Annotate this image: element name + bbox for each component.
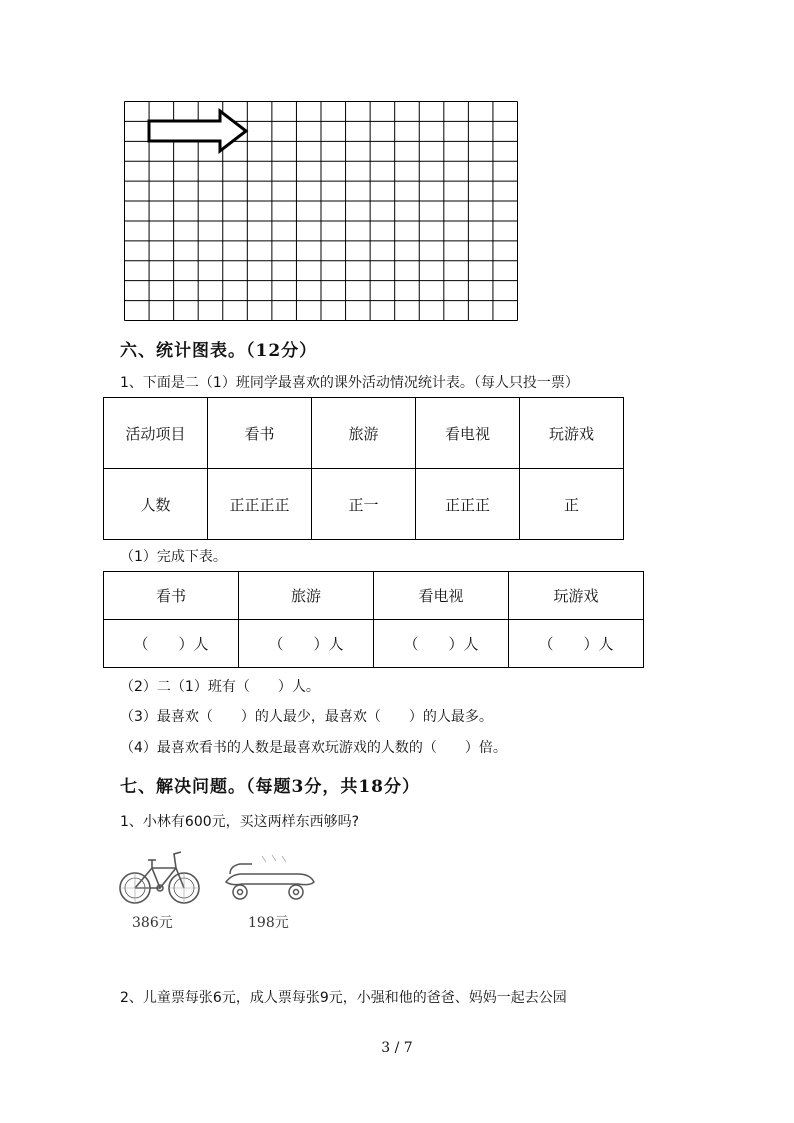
skateboard-image xyxy=(222,852,318,902)
table-cell: 人数 xyxy=(104,469,208,540)
table-cell: 正正正正 xyxy=(208,469,312,540)
table-cell: 看书 xyxy=(104,572,239,620)
question-7-1: 1、小林有600元，买这两样东西够吗? xyxy=(120,814,360,830)
table-row xyxy=(104,572,644,620)
answer-blank[interactable]: （ ）人 xyxy=(104,620,239,668)
section-6-title: 六、统计图表。（12分） xyxy=(120,341,318,361)
table-cell: 旅游 xyxy=(239,572,374,620)
drawing-grid xyxy=(124,101,518,321)
table-cell: 玩游戏 xyxy=(509,572,644,620)
question-6-1: 1、下面是二（1）班同学最喜欢的课外活动情况统计表。（每人只投一票） xyxy=(120,375,579,391)
arrow-right-shape xyxy=(149,111,246,151)
table-cell: 活动项目 xyxy=(104,398,208,469)
table-row xyxy=(104,398,624,469)
sub-question-1: （1）完成下表。 xyxy=(120,549,227,565)
page-number: 3 / 7 xyxy=(381,1040,413,1056)
answer-blank[interactable]: （ ）人 xyxy=(239,620,374,668)
table-cell: 正一 xyxy=(312,469,416,540)
table-cell: 看书 xyxy=(208,398,312,469)
grid-svg xyxy=(124,101,518,321)
section-7-title: 七、解决问题。（每题3分，共18分） xyxy=(120,777,420,797)
table-cell: 正正正 xyxy=(416,469,520,540)
table-cell: 看电视 xyxy=(374,572,509,620)
table-cell: 正 xyxy=(520,469,624,540)
table-row xyxy=(104,620,644,668)
bicycle-image xyxy=(118,846,200,908)
table-cell: 旅游 xyxy=(312,398,416,469)
table-row xyxy=(104,469,624,540)
sub-question-4: （4）最喜欢看书的人数是最喜欢玩游戏的人数的（ ）倍。 xyxy=(120,740,507,756)
bicycle-price: 386元 xyxy=(132,915,173,931)
skateboard-icon xyxy=(222,852,318,902)
answer-blank[interactable]: （ ）人 xyxy=(509,620,644,668)
sub-question-2: （2）二（1）班有（ ）人。 xyxy=(120,679,320,695)
bicycle-icon xyxy=(118,846,200,908)
question-7-2: 2、儿童票每张6元，成人票每张9元，小强和他的爸爸、妈妈一起去公园 xyxy=(120,990,567,1006)
table-cell: 看电视 xyxy=(416,398,520,469)
vote-tally-table xyxy=(103,397,624,540)
answer-table xyxy=(103,571,644,668)
table-cell: 玩游戏 xyxy=(520,398,624,469)
answer-blank[interactable]: （ ）人 xyxy=(374,620,509,668)
skateboard-price: 198元 xyxy=(248,915,289,931)
sub-question-3: （3）最喜欢（ ）的人最少，最喜欢（ ）的人最多。 xyxy=(120,709,493,725)
